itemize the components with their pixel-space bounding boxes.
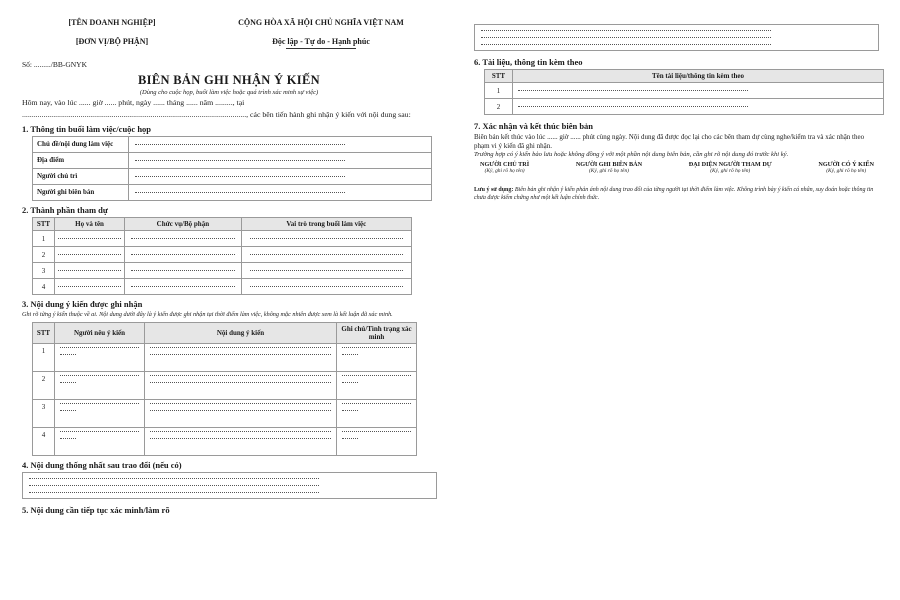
- document-number: Số: ........./BB-GNYK: [22, 60, 88, 69]
- signer-instruction: (Ký, ghi rõ họ tên): [826, 168, 867, 174]
- position-cell[interactable]: [125, 263, 242, 279]
- recorder-field[interactable]: [129, 185, 432, 201]
- attachment-cell[interactable]: [513, 99, 884, 115]
- national-title: CỘNG HÒA XÃ HỘI CHỦ NGHĨA VIỆT NAM: [238, 18, 404, 27]
- position-cell[interactable]: [125, 247, 242, 263]
- row-number: 1: [33, 344, 55, 372]
- attachment-cell[interactable]: [513, 83, 884, 99]
- document-title: BIÊN BẢN GHI NHẬN Ý KIẾN: [138, 73, 320, 87]
- row-number: 4: [33, 428, 55, 456]
- opinions-table: [32, 322, 417, 456]
- table-row: [33, 428, 417, 456]
- table-row: [33, 153, 432, 169]
- row-number: 2: [33, 372, 55, 400]
- signature-chairperson: [480, 161, 529, 174]
- speaker-cell[interactable]: [55, 372, 145, 400]
- position-cell[interactable]: [125, 279, 242, 295]
- row-label: Người ghi biên bản: [33, 185, 129, 201]
- table-row: [33, 231, 412, 247]
- name-cell[interactable]: [55, 279, 125, 295]
- table-row: [33, 372, 417, 400]
- status-cell[interactable]: [337, 400, 417, 428]
- chairperson-field[interactable]: [129, 169, 432, 185]
- section-1-heading: 1. Thông tin buổi làm việc/cuộc họp: [22, 124, 152, 134]
- opinion-cell[interactable]: [145, 428, 337, 456]
- table-header-row: [485, 70, 884, 83]
- document-subtitle: (Dùng cho cuộc họp, buổi làm việc hoặc quá trình xác minh sự việc): [139, 89, 319, 96]
- attachments-table: [484, 69, 884, 115]
- company-name: [TÊN DOANH NGHIỆP]: [68, 18, 156, 27]
- section-5-heading: 5. Nội dung cần tiếp tục xác minh/làm rõ: [22, 505, 170, 515]
- topic-field[interactable]: [129, 137, 432, 153]
- usage-note: [474, 186, 880, 202]
- national-motto: Độc lập - Tự do - Hạnh phúc: [272, 37, 370, 46]
- status-cell[interactable]: [337, 372, 417, 400]
- usage-text: Biên bản ghi nhận ý kiến phản ánh nội dung trao đổi của từng người tại thời điểm làm việc. Không trình bày ý kiến cá nhân, suy đoán hoặc thông tin chưa được kiểm chứng như một kết luận chính thức.: [474, 187, 874, 201]
- signer-instruction: (Ký, ghi rõ họ tên): [588, 168, 629, 174]
- agreement-box[interactable]: [22, 472, 437, 499]
- signer-role: NGƯỜI CHỦ TRÌ: [480, 161, 530, 168]
- table-row: [33, 185, 432, 201]
- motto-underline: [286, 48, 356, 49]
- name-cell[interactable]: [55, 247, 125, 263]
- location-field[interactable]: [129, 153, 432, 169]
- role-cell[interactable]: [241, 263, 411, 279]
- signature-attendee-rep: [689, 161, 772, 174]
- opinion-cell[interactable]: [145, 344, 337, 372]
- speaker-cell[interactable]: [55, 344, 145, 372]
- closing-note: Trường hợp có ý kiến bảo lưu hoặc không đồng ý với một phần nội dung biên bản, cần ghi rõ nội dung đó trước khi ký.: [474, 151, 789, 158]
- meeting-info-table: [32, 136, 432, 201]
- row-label: Chủ đề/nội dung làm việc: [33, 137, 129, 153]
- column-header: STT: [485, 70, 513, 83]
- speaker-cell[interactable]: [55, 400, 145, 428]
- column-header: Nội dung ý kiến: [145, 323, 337, 344]
- table-row: [33, 344, 417, 372]
- name-cell[interactable]: [55, 231, 125, 247]
- status-cell[interactable]: [337, 428, 417, 456]
- signature-opinion-holder: [818, 161, 874, 174]
- status-cell[interactable]: [337, 344, 417, 372]
- followup-box[interactable]: [474, 24, 879, 51]
- column-header: Ghi chú/Tình trạng xác minh: [337, 323, 417, 344]
- signer-role: ĐẠI DIỆN NGƯỜI THAM DỰ: [688, 161, 772, 168]
- signer-instruction: (Ký, ghi rõ họ tên): [710, 168, 751, 174]
- column-header: STT: [33, 323, 55, 344]
- signer-instruction: (Ký, ghi rõ họ tên): [484, 168, 525, 174]
- row-label: Người chủ trì: [33, 169, 129, 185]
- section-3-heading: 3. Nội dung ý kiến được ghi nhận: [22, 299, 143, 309]
- opinion-cell[interactable]: [145, 400, 337, 428]
- row-number: 1: [485, 83, 513, 99]
- column-header: Chức vụ/Bộ phận: [125, 218, 242, 231]
- opinion-cell[interactable]: [145, 372, 337, 400]
- table-row: [485, 99, 884, 115]
- page-right: [450, 0, 900, 600]
- column-header: Tên tài liệu/thông tin kèm theo: [513, 70, 884, 83]
- row-number: 2: [485, 99, 513, 115]
- table-row: [33, 247, 412, 263]
- closing-text: Biên bản kết thúc vào lúc ...... giờ ...... phút cùng ngày. Nội dung đã được đọc lại cho các bên tham dự cùng nghe/kiểm tra và xác nhận theo phạm vi ý kiến đã ghi nhận.: [474, 133, 865, 150]
- column-header: STT: [33, 218, 55, 231]
- column-header: Người nêu ý kiến: [55, 323, 145, 344]
- name-cell[interactable]: [55, 263, 125, 279]
- signature-block: [474, 161, 880, 174]
- section-2-heading: 2. Thành phần tham dự: [22, 205, 108, 215]
- department-name: [ĐƠN VỊ/BỘ PHẬN]: [75, 37, 149, 46]
- table-row: [33, 400, 417, 428]
- role-cell[interactable]: [241, 279, 411, 295]
- column-header: Vai trò trong buổi làm việc: [241, 218, 411, 231]
- row-number: 4: [33, 279, 55, 295]
- attendees-table: [32, 217, 412, 295]
- section-7-heading: 7. Xác nhận và kết thúc biên bản: [474, 121, 594, 131]
- signer-role: NGƯỜI GHI BIÊN BẢN: [575, 161, 643, 168]
- row-number: 3: [33, 400, 55, 428]
- table-header-row: [33, 323, 417, 344]
- intro-line-2: ..................................................................................................................., các bên tiến hành ghi nhận ý kiến với nội dung sau:: [22, 110, 411, 119]
- column-header: Họ và tên: [55, 218, 125, 231]
- row-label: Địa điểm: [33, 153, 129, 169]
- usage-label: Lưu ý sử dụng:: [474, 187, 514, 193]
- table-row: [33, 263, 412, 279]
- table-row: [33, 279, 412, 295]
- position-cell[interactable]: [125, 231, 242, 247]
- table-row: [33, 137, 432, 153]
- row-number: 2: [33, 247, 55, 263]
- signature-recorder: [576, 161, 642, 174]
- section-3-note: Ghi rõ từng ý kiến thuộc về ai. Nội dung dưới đây là ý kiến được ghi nhận tại thời điểm làm việc, không mặc nhiên được xem là kết luận đã xác minh.: [22, 311, 393, 318]
- document-header: [22, 18, 436, 56]
- role-cell[interactable]: [241, 247, 411, 263]
- table-row: [485, 83, 884, 99]
- table-header-row: [33, 218, 412, 231]
- row-number: 3: [33, 263, 55, 279]
- section-6-heading: 6. Tài liệu, thông tin kèm theo: [474, 57, 583, 67]
- signer-role: NGƯỜI CÓ Ý KIẾN: [818, 161, 874, 168]
- speaker-cell[interactable]: [55, 428, 145, 456]
- row-number: 1: [33, 231, 55, 247]
- intro-line-1: Hôm nay, vào lúc ...... giờ ...... phút, ngày ...... tháng ...... năm ........., tại: [22, 98, 245, 107]
- table-row: [33, 169, 432, 185]
- role-cell[interactable]: [241, 231, 411, 247]
- section-4-heading: 4. Nội dung thống nhất sau trao đổi (nếu có): [22, 460, 182, 470]
